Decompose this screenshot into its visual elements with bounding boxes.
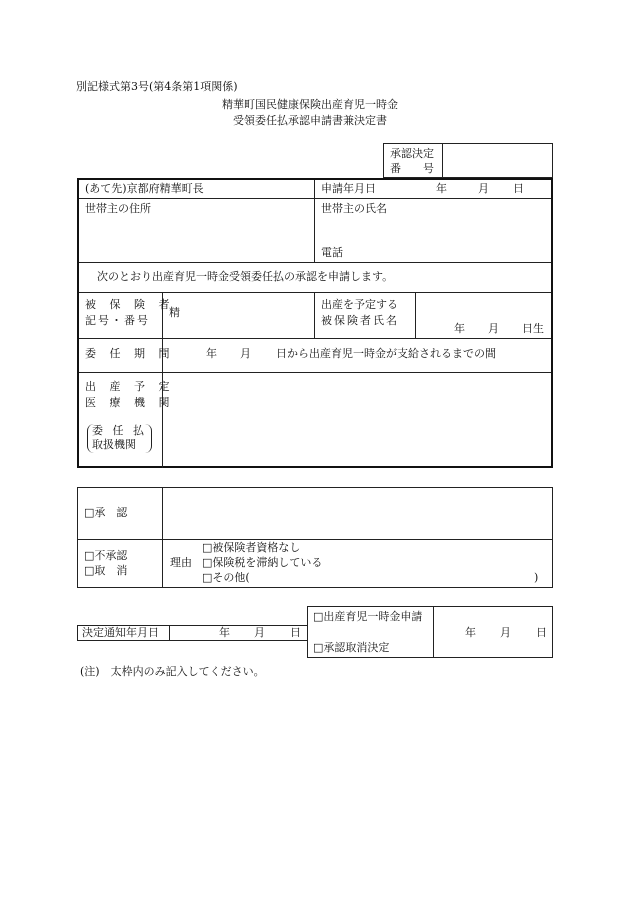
- rule: [79, 338, 551, 339]
- application-date-year[interactable]: 年: [436, 182, 447, 195]
- option-lump-sum-application[interactable]: □出産育児一時金申請: [313, 610, 423, 623]
- birth-year[interactable]: 年: [454, 322, 465, 335]
- birth-day[interactable]: 日生: [522, 322, 544, 335]
- reason-other[interactable]: □その他(: [202, 571, 250, 584]
- householder-name-label: 世帯主の氏名: [321, 202, 387, 215]
- notification-month[interactable]: 月: [254, 626, 265, 639]
- decision-day[interactable]: 日: [536, 626, 547, 639]
- notification-year[interactable]: 年: [219, 626, 230, 639]
- option-approval-cancel[interactable]: □承認取消決定: [313, 641, 390, 654]
- rule: [78, 539, 552, 540]
- notification-day[interactable]: 日: [290, 626, 301, 639]
- rule: [79, 198, 551, 199]
- form-title-line2: 受領委任払承認申請書兼決定書: [233, 114, 387, 127]
- institution-label-2: 医 療 機 関: [85, 396, 175, 409]
- delegation-period-label: 委 任 期 間: [85, 347, 175, 360]
- expectant-name-label-2: 被保険者氏名: [321, 314, 399, 327]
- application-statement: 次のとおり出産育児一時金受領委任払の承認を申請します。: [97, 270, 394, 283]
- insured-number-label-1: 被 保 険 者: [85, 298, 175, 311]
- rule: [314, 292, 315, 338]
- form-number: 別記様式第3号(第4条第1項関係): [76, 80, 238, 93]
- footnote: (注) 太枠内のみ記入してください。: [80, 665, 265, 678]
- reject-checkbox[interactable]: □不承認: [84, 549, 128, 562]
- approval-number-label-2: 番 号: [390, 162, 434, 175]
- householder-address-label: 世帯主の住所: [85, 202, 151, 215]
- agent-label-1: 委 任 払: [92, 424, 147, 437]
- approval-number-box: [383, 143, 553, 178]
- birth-month[interactable]: 月: [488, 322, 499, 335]
- rule: [79, 292, 551, 293]
- rule: [79, 262, 551, 263]
- rule: [314, 180, 315, 262]
- phone-label: 電話: [321, 246, 343, 259]
- reason-no-qualification[interactable]: □被保険者資格なし: [202, 541, 301, 554]
- rule: [79, 372, 551, 373]
- approval-divider: [442, 144, 443, 177]
- decision-year[interactable]: 年: [465, 626, 476, 639]
- rule: [169, 625, 170, 640]
- reason-label: 理由: [170, 556, 192, 569]
- rule: [433, 607, 434, 657]
- reason-tax-arrears[interactable]: □保険税を滞納している: [202, 556, 323, 569]
- cancel-checkbox[interactable]: □取 消: [84, 564, 128, 577]
- addressee: (あて先)京都府精華町長: [85, 182, 204, 195]
- insured-number-prefix[interactable]: 精: [169, 306, 180, 319]
- approve-checkbox[interactable]: □承 認: [84, 506, 128, 519]
- rule: [162, 488, 163, 587]
- rule: [77, 625, 78, 640]
- notification-type-box: [307, 606, 553, 658]
- period-text: 日から出産育児一時金が支給されるまでの間: [276, 347, 496, 360]
- form-title-line1: 精華町国民健康保険出産育児一時金: [222, 98, 398, 111]
- period-year[interactable]: 年: [206, 347, 217, 360]
- period-month[interactable]: 月: [240, 347, 251, 360]
- application-date-label: 申請年月日: [321, 182, 376, 195]
- approval-number-label-1: 承認決定: [390, 147, 434, 160]
- agent-bracket: [87, 424, 152, 453]
- agent-label-2: 取扱機関: [92, 438, 136, 452]
- notification-date-label: 決定通知年月日: [82, 626, 159, 639]
- insured-number-label-2: 記号・番号: [85, 314, 150, 327]
- rule: [415, 292, 416, 338]
- institution-label-1: 出 産 予 定: [85, 380, 175, 393]
- decision-table: [77, 487, 553, 588]
- application-date-month[interactable]: 月: [478, 182, 489, 195]
- expectant-name-label-1: 出産を予定する: [321, 298, 398, 311]
- application-table: [77, 178, 553, 468]
- application-date-day[interactable]: 日: [513, 182, 524, 195]
- reason-other-close: ): [534, 571, 539, 584]
- decision-month[interactable]: 月: [500, 626, 511, 639]
